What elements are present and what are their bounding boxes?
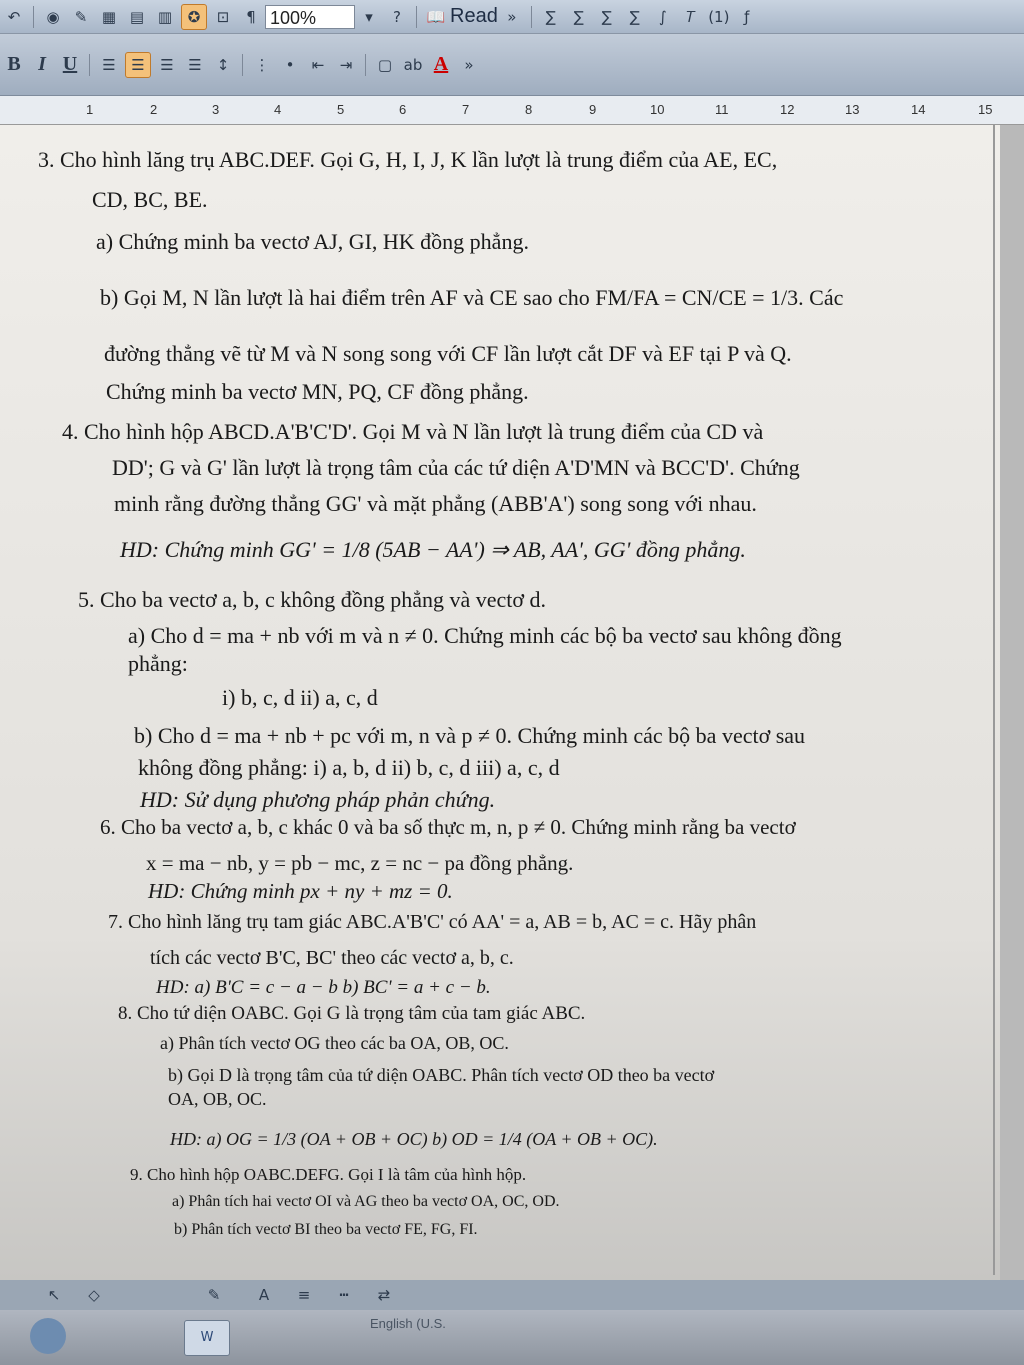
- problem-7-line-1: 7. Cho hình lăng trụ tam giác ABC.A'B'C' có AA' = a, AB = b, AC = c. Hãy phân: [108, 911, 757, 933]
- sum-icon[interactable]: ∑: [573, 7, 584, 26]
- increase-indent-icon[interactable]: ⇥: [339, 55, 353, 74]
- bold-button[interactable]: B: [7, 53, 21, 75]
- read-mode-icon[interactable]: 📖: [426, 7, 446, 26]
- problem-8-hint: HD: a) OG = 1/3 (OA + OB + OC) b) OD = 1/4 (OA + OB + OC).: [170, 1129, 658, 1149]
- problem-4-line-1: 4. Cho hình hộp ABCD.A'B'C'D'. Gọi M và N lần lượt là trung điểm của CD và: [62, 419, 764, 444]
- highlight-icon[interactable]: ab: [403, 55, 423, 74]
- help-icon[interactable]: ?: [393, 7, 401, 26]
- underline-button[interactable]: U: [62, 53, 78, 75]
- border-icon[interactable]: ▢: [377, 55, 393, 74]
- ruler-mark: 14: [911, 102, 926, 117]
- problem-3b-line-3: Chứng minh ba vectơ MN, PQ, CF đồng phẳng.: [106, 379, 529, 404]
- table-icon[interactable]: ▦: [101, 7, 117, 26]
- align-center-icon[interactable]: ☰: [125, 52, 151, 78]
- problem-5a-line-1: a) Cho d = ma + nb với m và n ≠ 0. Chứng minh các bộ ba vectơ sau không đồng: [128, 623, 842, 648]
- decrease-indent-icon[interactable]: ⇤: [311, 55, 325, 74]
- zoom-dropdown-icon[interactable]: ▾: [365, 7, 373, 26]
- font-color-button[interactable]: A: [433, 53, 449, 75]
- toolbar-separator: [531, 6, 532, 28]
- bullets-icon[interactable]: •: [285, 55, 295, 74]
- problem-3b-line-2: đường thẳng vẽ từ M và N song song với CF lần lượt cắt DF và EF tại P và Q.: [104, 341, 792, 366]
- problem-5-line-1: 5. Cho ba vectơ a, b, c không đồng phẳng và vectơ d.: [78, 587, 547, 612]
- drawing-toolbar: [0, 1280, 1024, 1310]
- ruler-mark: 6: [399, 102, 407, 117]
- problem-3-line-2: CD, BC, BE.: [92, 187, 208, 212]
- problem-4-line-3: minh rằng đường thẳng GG' và mặt phẳng (ABB'A') song song với nhau.: [114, 491, 757, 516]
- ruler-mark: 10: [650, 102, 665, 117]
- ruler-mark: 11: [715, 102, 729, 117]
- problem-9a: a) Phân tích hai vectơ OI và AG theo ba vectơ OA, OC, OD.: [172, 1193, 560, 1210]
- problem-8b-line-2: OA, OB, OC.: [168, 1089, 267, 1109]
- problem-9-line-1: 9. Cho hình hộp OABC.DEFG. Gọi I là tâm của hình hộp.: [130, 1165, 527, 1184]
- page-indicator: (1): [708, 7, 730, 26]
- ruler-mark: 8: [525, 102, 533, 117]
- ruler-mark: 12: [780, 102, 795, 117]
- problem-4-line-2: DD'; G và G' lần lượt là trọng tâm của các tứ diện A'D'MN và BCC'D'. Chứng: [112, 455, 800, 480]
- read-mode-button[interactable]: Read: [450, 5, 498, 27]
- problem-8-line-1: 8. Cho tứ diện OABC. Gọi G là trọng tâm của tam giác ABC.: [118, 1003, 586, 1024]
- problem-6-hint: HD: Chứng minh px + ny + mz = 0.: [148, 879, 453, 903]
- ruler-mark: 4: [274, 102, 282, 117]
- problem-3-line-1: 3. Cho hình lăng trụ ABC.DEF. Gọi G, H, I, J, K lần lượt là trung điểm của AE, EC,: [38, 147, 778, 172]
- toolbar-separator: [33, 6, 34, 28]
- toolbar-separator: [242, 54, 243, 76]
- problem-5b-line-2: không đồng phẳng: i) a, b, d ii) b, c, d iii) a, c, d: [138, 755, 560, 780]
- ruler-mark: 2: [150, 102, 158, 117]
- ruler-mark: 7: [462, 102, 470, 117]
- word-taskbar-button[interactable]: W: [184, 1320, 230, 1356]
- ruler-mark: 9: [589, 102, 597, 117]
- tex-icon[interactable]: 𝑇: [686, 7, 696, 26]
- sum-icon[interactable]: ∑: [601, 7, 612, 26]
- problem-8b-line-1: b) Gọi D là trọng tâm của tứ diện OABC. Phân tích vectơ OD theo ba vectơ: [168, 1065, 715, 1085]
- windows-taskbar: [0, 1310, 1024, 1365]
- hyperlink-icon[interactable]: ✎: [74, 7, 88, 26]
- problem-6-line-2: x = ma − nb, y = pb − mc, z = nc − pa đồng phẳng.: [146, 851, 574, 875]
- ruler-mark: 15: [978, 102, 993, 117]
- document-map-icon[interactable]: ⊡: [216, 7, 230, 26]
- line-style-icon[interactable]: ≡: [297, 1286, 311, 1304]
- ruler-mark: 1: [86, 102, 94, 117]
- undo-icon[interactable]: ↶: [7, 7, 21, 26]
- sum-icon[interactable]: ∑: [545, 7, 556, 26]
- align-right-icon[interactable]: ☰: [160, 55, 174, 74]
- ruler-mark: 13: [845, 102, 860, 117]
- arrow-style-icon[interactable]: ⇄: [377, 1286, 391, 1304]
- toolbar-separator: [89, 54, 90, 76]
- sum-icon[interactable]: ∑: [629, 7, 640, 26]
- problem-6-line-1: 6. Cho ba vectơ a, b, c khác 0 và ba số thực m, n, p ≠ 0. Chứng minh rằng ba vectơ: [100, 815, 796, 839]
- line-spacing-icon[interactable]: ↕: [216, 55, 230, 74]
- equation-icon[interactable]: ∫: [658, 7, 667, 26]
- paragraph-mark-icon[interactable]: ¶: [246, 7, 256, 26]
- standard-toolbar: [0, 0, 1024, 34]
- font-color-icon[interactable]: A: [258, 1286, 270, 1304]
- line-color-icon[interactable]: ✎: [207, 1286, 221, 1304]
- toolbar-separator: [365, 54, 366, 76]
- zoom-field[interactable]: 100%: [265, 5, 355, 29]
- autoshapes-icon[interactable]: ◇: [88, 1286, 100, 1304]
- ruler-mark: 5: [337, 102, 345, 117]
- problem-8a: a) Phân tích vectơ OG theo các ba OA, OB, OC.: [160, 1033, 509, 1053]
- justify-icon[interactable]: ☰: [188, 55, 202, 74]
- problem-4-hint: HD: Chứng minh GG' = 1/8 (5AB − AA') ⇒ AB, AA', GG' đồng phẳng.: [120, 537, 746, 562]
- research-icon[interactable]: ◉: [46, 7, 60, 26]
- toolbar-overflow-icon[interactable]: »: [464, 55, 474, 74]
- horizontal-ruler[interactable]: [0, 96, 1024, 125]
- select-objects-icon[interactable]: ↖: [47, 1286, 61, 1304]
- toolbar-overflow-icon[interactable]: »: [507, 7, 517, 26]
- problem-9b: b) Phân tích vectơ BI theo ba vectơ FE, FG, FI.: [174, 1221, 478, 1238]
- italic-button[interactable]: I: [38, 53, 46, 75]
- problem-7-line-2: tích các vectơ B'C, BC' theo các vectơ a, b, c.: [150, 947, 514, 969]
- dash-style-icon[interactable]: ┅: [339, 1286, 349, 1304]
- formatting-toolbar: [0, 34, 1024, 96]
- problem-5a-line-2: phẳng:: [128, 651, 188, 676]
- start-button[interactable]: [30, 1318, 66, 1354]
- problem-7-hint: HD: a) B'C = c − a − b b) BC' = a + c − b.: [156, 977, 491, 998]
- function-icon[interactable]: ƒ: [744, 7, 750, 26]
- problem-5a-options: i) b, c, d ii) a, c, d: [222, 685, 378, 710]
- ruler-mark: 3: [212, 102, 220, 117]
- problem-5b-line-1: b) Cho d = ma + nb + pc với m, n và p ≠ 0. Chứng minh các bộ ba vectơ sau: [134, 723, 806, 748]
- problem-3b-line-1: b) Gọi M, N lần lượt là hai điểm trên AF và CE sao cho FM/FA = CN/CE = 1/3. Các: [100, 285, 844, 310]
- toolbar-separator: [416, 6, 417, 28]
- drawing-icon[interactable]: ✪: [181, 4, 207, 30]
- numbering-icon[interactable]: ⋮: [254, 55, 270, 74]
- excel-table-icon[interactable]: ▤: [129, 7, 145, 26]
- problem-5-hint: HD: Sử dụng phương pháp phản chứng.: [140, 787, 496, 812]
- language-indicator: English (U.S.: [370, 1316, 446, 1331]
- document-page[interactable]: [0, 125, 1000, 1280]
- page-border: [993, 125, 995, 1275]
- align-left-icon[interactable]: ☰: [102, 55, 116, 74]
- problem-3a: a) Chứng minh ba vectơ AJ, GI, HK đồng phẳng.: [96, 229, 529, 254]
- columns-icon[interactable]: ▥: [157, 7, 173, 26]
